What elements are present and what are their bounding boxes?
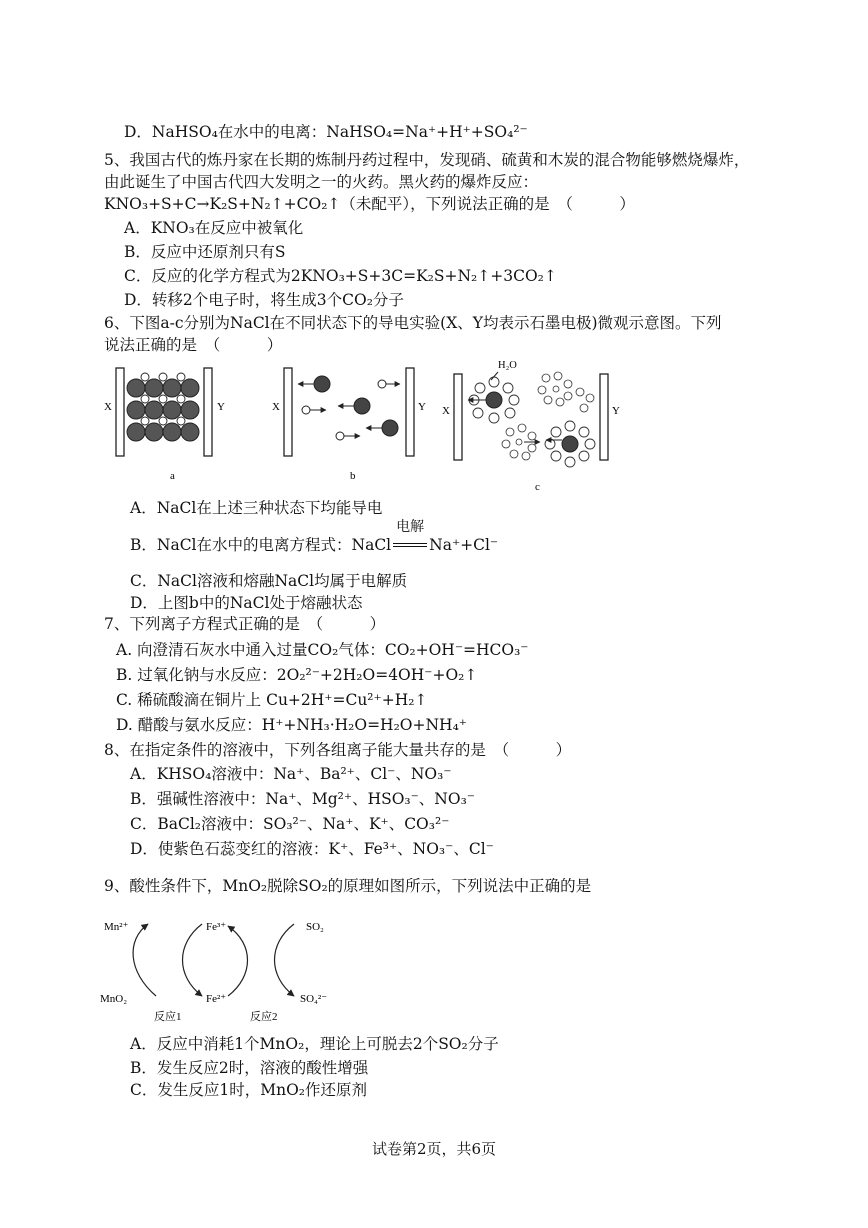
q6-option-b-prefix: B．NaCl在水中的电离方程式：NaCl xyxy=(130,536,392,554)
label-reaction2: 反应2 xyxy=(250,1011,278,1023)
ion-core xyxy=(562,436,578,452)
q7-option-a: A. 向澄清石灰水中通入过量CO₂气体：CO₂+OH⁻=HCO₃⁻ xyxy=(116,641,529,659)
q6-option-d: D．上图b中的NaCl处于熔融状态 xyxy=(130,594,363,612)
q4-option-d: D．NaHSO₄在水中的电离：NaHSO₄=Na⁺+H⁺+SO₄²⁻ xyxy=(124,123,528,141)
nacl-crystal-lattice xyxy=(127,379,199,441)
label-x-b: X xyxy=(272,401,280,413)
electrode-y xyxy=(204,368,212,456)
page-footer: 试卷第2页，共6页 xyxy=(371,1140,497,1158)
q7-option-c: C. 稀硫酸滴在铜片上 Cu+2H⁺=Cu²⁺+H₂↑ xyxy=(116,691,428,709)
q5-option-d: D．转移2个电子时，将生成3个CO₂分子 xyxy=(124,291,404,309)
electrode-y xyxy=(406,368,414,456)
q9-option-a: A．反应中消耗1个MnO₂，理论上可脱去2个SO₂分子 xyxy=(130,1035,499,1053)
q5-option-c: C．反应的化学方程式为2KNO₃+S+3C=K₂S+N₂↑+3CO₂↑ xyxy=(124,267,557,285)
q6-option-b-suffix: Na⁺+Cl⁻ xyxy=(429,536,499,554)
q9-option-c: C．发生反应1时，MnO₂作还原剂 xyxy=(130,1081,367,1099)
panel-c xyxy=(442,360,620,493)
label-mn2: Mn²⁺ xyxy=(104,921,129,933)
q5-option-b: B．反应中还原剂只有S xyxy=(124,243,286,261)
q9-cycle-diagram xyxy=(98,910,358,1028)
label-x-a: X xyxy=(104,401,112,413)
q8-option-a: A．KHSO₄溶液中：Na⁺、Ba²⁺、Cl⁻、NO₃⁻ xyxy=(130,765,452,783)
q8-option-d: D．使紫色石蕊变红的溶液：K⁺、Fe³⁺、NO₃⁻、Cl⁻ xyxy=(130,840,494,858)
label-x-c: X xyxy=(442,405,450,417)
label-h2o: H₂O xyxy=(498,360,517,371)
label-fe2: Fe²⁺ xyxy=(206,993,227,1005)
q8-stem: 8、在指定条件的溶液中，下列各组离子能大量共存的是 （ ） xyxy=(104,741,572,759)
q8-option-c: C．BaCl₂溶液中：SO₃²⁻、Na⁺、K⁺、CO₃²⁻ xyxy=(130,815,450,833)
q6-option-b xyxy=(130,519,499,555)
electrolysis-equals-sign xyxy=(391,519,429,555)
label-so2: SO₂ xyxy=(306,921,324,933)
label-y-a: Y xyxy=(217,401,225,413)
label-y-b: Y xyxy=(418,401,426,413)
electrode-x xyxy=(116,368,124,456)
arc-fe3-to-fe2 xyxy=(183,924,203,996)
arc-mno2-to-mn2 xyxy=(133,924,156,996)
label-so4: SO₄²⁻ xyxy=(300,993,328,1005)
panel-label-c: c xyxy=(535,481,540,493)
label-reaction1: 反应1 xyxy=(154,1011,182,1023)
q7-option-b: B. 过氧化钠与水反应：2O₂²⁻+2H₂O=4OH⁻+O₂↑ xyxy=(116,666,478,684)
q6-option-c: C．NaCl溶液和熔融NaCl均属于电解质 xyxy=(130,572,408,590)
electrode-x xyxy=(454,374,462,460)
label-fe3: Fe³⁺ xyxy=(206,921,227,933)
q7-option-d: D. 醋酸与氨水反应：H⁺+NH₃·H₂O=H₂O+NH₄⁺ xyxy=(116,716,467,734)
panel-a xyxy=(104,368,225,482)
q6-option-a: A．NaCl在上述三种状态下均能导电 xyxy=(130,499,383,517)
q5-stem-line2: 由此诞生了中国古代四大发明之一的火药。黑火药的爆炸反应： xyxy=(104,173,539,191)
q5-option-a: A．KNO₃在反应中被氧化 xyxy=(124,219,304,237)
q5-stem-line1: 5、我国古代的炼丹家在长期的炼制丹药过程中，发现硝、硫黄和木炭的混合物能够燃烧爆炸， xyxy=(104,151,750,169)
label-y-c: Y xyxy=(612,405,620,417)
q8-option-b: B．强碱性溶液中：Na⁺、Mg²⁺、HSO₃⁻、NO₃⁻ xyxy=(130,790,475,808)
q5-stem-line3: KNO₃+S+C→K₂S+N₂↑+CO₂↑（未配平），下列说法正确的是 （ ） xyxy=(104,195,635,213)
electrode-y xyxy=(600,374,608,460)
q9-option-b: B．发生反应2时，溶液的酸性增强 xyxy=(130,1059,369,1077)
hydrated-ion-top-right xyxy=(538,372,594,412)
q6-stem-line2: 说法正确的是 （ ） xyxy=(104,336,283,354)
q6-stem-line1: 6、下图a-c分别为NaCl在不同状态下的导电实验(X、Y均表示石墨电极)微观示意图。下列 xyxy=(104,314,722,332)
q7-stem: 7、下列离子方程式正确的是 （ ） xyxy=(104,615,386,633)
electrode-x xyxy=(284,368,292,456)
panel-label-a: a xyxy=(170,470,175,482)
arc-so2-to-so4 xyxy=(275,924,295,996)
panel-b xyxy=(272,368,426,482)
ion-core xyxy=(486,392,502,408)
label-mno2: MnO₂ xyxy=(100,993,128,1005)
arc-fe2-to-fe3 xyxy=(228,926,248,996)
free-ions xyxy=(298,376,400,440)
panel-label-b: b xyxy=(350,470,356,482)
q9-stem: 9、酸性条件下，MnO₂脱除SO₂的原理如图所示，下列说法中正确的是 xyxy=(104,877,592,895)
q6-nacl-conductivity-figure xyxy=(100,352,630,494)
condition-label: 电解 xyxy=(396,519,425,535)
